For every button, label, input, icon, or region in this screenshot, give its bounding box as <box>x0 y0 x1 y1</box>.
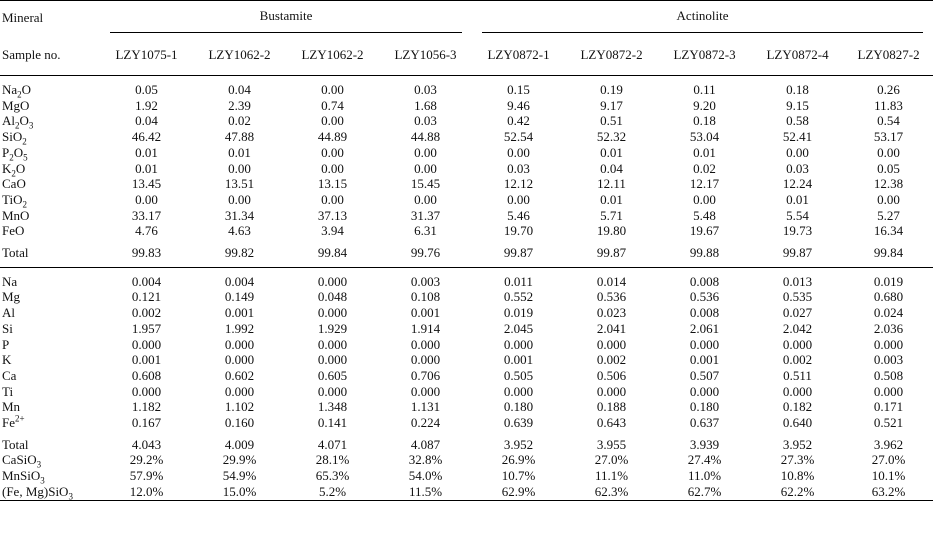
value-cell: 0.000 <box>317 305 348 321</box>
value-cell: 0.027 <box>782 305 813 321</box>
value-cell: 0.26 <box>877 82 900 97</box>
value-cell: 0.000 <box>131 336 162 352</box>
value-cell: 0.180 <box>689 399 720 415</box>
value-cell: 0.00 <box>321 191 344 207</box>
value-cell: 16.34 <box>873 223 904 239</box>
value-cell: 19.80 <box>596 223 627 239</box>
value-cell: 0.15 <box>507 82 530 97</box>
value-cell: 0.002 <box>782 352 813 368</box>
value-cell: 37.13 <box>317 207 348 223</box>
value-cell: 0.004 <box>224 273 255 289</box>
value-cell: 0.048 <box>317 289 348 305</box>
value-cell: 13.45 <box>131 176 162 192</box>
value-cell: 99.84 <box>873 245 904 261</box>
value-cell: 13.51 <box>224 176 255 192</box>
value-cell: 99.87 <box>503 245 534 261</box>
value-cell: 19.70 <box>503 223 534 239</box>
value-cell: 0.508 <box>873 367 904 383</box>
value-cell: 0.03 <box>414 82 437 97</box>
oxide-row <box>0 176 933 192</box>
value-cell: 0.01 <box>135 160 158 176</box>
row-label: $Na_2O$ <box>2 82 32 100</box>
value-cell: 0.00 <box>321 160 344 176</box>
sample-header-cell: LZY0827-2 <box>857 47 920 62</box>
value-cell: 0.000 <box>224 383 255 399</box>
value-cell: 0.000 <box>224 352 255 368</box>
group-actinolite-label: Actinolite <box>482 4 923 33</box>
value-cell: 0.680 <box>873 289 904 305</box>
oxide-row <box>0 223 933 239</box>
value-cell: 2.041 <box>596 320 627 336</box>
value-cell: 1.131 <box>410 399 441 415</box>
value-cell: 53.04 <box>689 129 720 145</box>
value-cell: 0.000 <box>689 383 720 399</box>
value-cell: 0.00 <box>693 191 716 207</box>
row-label: MnO <box>2 207 30 223</box>
endmember-row <box>0 452 933 468</box>
value-cell: 0.03 <box>414 113 437 129</box>
value-cell: 0.04 <box>135 113 158 129</box>
value-cell: 10.8% <box>780 468 815 484</box>
value-cell: 12.24 <box>782 176 813 192</box>
value-cell: 0.01 <box>693 144 716 160</box>
value-cell: 4.071 <box>317 436 348 452</box>
value-cell: 0.58 <box>786 113 809 129</box>
cation-row <box>0 399 933 415</box>
value-cell: 0.01 <box>600 144 623 160</box>
value-cell: 47.88 <box>224 129 255 145</box>
value-cell: 19.67 <box>689 223 720 239</box>
value-cell: 0.001 <box>503 352 534 368</box>
value-cell: 0.000 <box>131 383 162 399</box>
value-cell: 12.12 <box>503 176 534 192</box>
value-cell: 3.939 <box>689 436 720 452</box>
cation-row <box>0 305 933 321</box>
sample-header-cell: LZY0872-4 <box>766 47 829 62</box>
row-label: Mn <box>2 399 21 415</box>
value-cell: 27.3% <box>780 452 815 468</box>
value-cell: 0.00 <box>321 113 344 129</box>
value-cell: 0.521 <box>873 415 904 431</box>
row-label: Ti <box>2 383 14 399</box>
value-cell: 5.46 <box>507 207 530 223</box>
row-label: Ca <box>2 367 17 383</box>
value-cell: 0.536 <box>596 289 627 305</box>
value-cell: 63.2% <box>844 484 933 500</box>
group-bustamite-label: Bustamite <box>110 4 462 33</box>
value-cell: 0.605 <box>317 367 348 383</box>
value-cell: 0.54 <box>877 113 900 129</box>
value-cell: 0.706 <box>410 367 441 383</box>
value-cell: 32.8% <box>408 452 443 468</box>
value-cell: 29.9% <box>222 452 257 468</box>
row-label: $Al_2O_3$ <box>2 113 34 131</box>
value-cell: 11.1% <box>594 468 629 484</box>
value-cell: 0.01 <box>228 144 251 160</box>
value-cell: 0.003 <box>873 352 904 368</box>
cation-row <box>0 415 933 431</box>
value-cell: 2.036 <box>873 320 904 336</box>
value-cell: 0.000 <box>503 336 534 352</box>
value-cell: 0.004 <box>131 273 162 289</box>
value-cell: 1.92 <box>135 97 158 113</box>
value-cell: 0.002 <box>596 352 627 368</box>
value-cell: 54.9% <box>222 468 257 484</box>
value-cell: 0.000 <box>782 336 813 352</box>
oxide-row <box>0 113 933 129</box>
value-cell: 0.001 <box>410 305 441 321</box>
row-label: Total <box>2 436 29 452</box>
value-cell: 0.000 <box>503 383 534 399</box>
value-cell: 0.000 <box>317 273 348 289</box>
value-cell: 0.00 <box>228 160 251 176</box>
value-cell: 52.54 <box>503 129 534 145</box>
value-cell: 15.45 <box>410 176 441 192</box>
value-cell: 0.000 <box>873 383 904 399</box>
value-cell: 0.00 <box>877 191 900 207</box>
row-label: CaSiO$_3$ <box>2 452 42 471</box>
value-cell: 9.20 <box>693 97 716 113</box>
value-cell: 31.34 <box>224 207 255 223</box>
value-cell: 0.000 <box>410 336 441 352</box>
value-cell: 57.9% <box>129 468 164 484</box>
value-cell: 99.76 <box>410 245 441 261</box>
row-label: Total <box>2 245 29 261</box>
value-cell: 0.008 <box>689 305 720 321</box>
value-cell: 0.024 <box>873 305 904 321</box>
value-cell: 4.087 <box>410 436 441 452</box>
row-label: CaO <box>2 176 26 192</box>
value-cell: 99.84 <box>317 245 348 261</box>
value-cell: 99.88 <box>689 245 720 261</box>
value-cell: 52.41 <box>782 129 813 145</box>
cation-row <box>0 368 933 384</box>
value-cell: 27.0% <box>594 452 629 468</box>
row-label: SiO$_2$ <box>2 129 27 147</box>
value-cell: 0.019 <box>873 273 904 289</box>
value-cell: 54.0% <box>408 468 443 484</box>
row-label: Na <box>2 273 18 289</box>
value-cell: 0.643 <box>596 415 627 431</box>
value-cell: 0.001 <box>689 352 720 368</box>
value-cell: 9.17 <box>600 97 623 113</box>
sample-label: Sample no. <box>2 47 61 62</box>
table-body <box>0 76 933 501</box>
value-cell: 0.224 <box>410 415 441 431</box>
sample-header-cell: LZY1075-1 <box>115 47 178 62</box>
value-cell: 0.003 <box>410 273 441 289</box>
value-cell: 0.000 <box>410 383 441 399</box>
value-cell: 0.05 <box>135 82 158 97</box>
oxide-total-row <box>0 245 933 261</box>
value-cell: 31.37 <box>410 207 441 223</box>
value-cell: 0.014 <box>596 273 627 289</box>
value-cell: 0.171 <box>873 399 904 415</box>
value-cell: 5.27 <box>877 207 900 223</box>
oxide-row <box>0 161 933 177</box>
sample-header-cell: LZY0872-3 <box>673 47 736 62</box>
sample-header-cell: LZY0872-2 <box>580 47 643 62</box>
value-cell: 6.31 <box>414 223 437 239</box>
group-actinolite <box>472 1 933 36</box>
value-cell: 1.102 <box>224 399 255 415</box>
value-cell: 3.952 <box>503 436 534 452</box>
value-cell: 62.9% <box>472 484 565 500</box>
header-row-groups <box>0 1 933 36</box>
value-cell: 0.00 <box>414 191 437 207</box>
endmember-row <box>0 468 933 484</box>
value-cell: 0.19 <box>600 82 623 97</box>
value-cell: 0.608 <box>131 367 162 383</box>
value-cell: 0.05 <box>877 160 900 176</box>
value-cell: 9.15 <box>786 97 809 113</box>
value-cell: 0.511 <box>783 367 812 383</box>
value-cell: 5.2% <box>286 484 379 500</box>
value-cell: 1.992 <box>224 320 255 336</box>
value-cell: 0.639 <box>503 415 534 431</box>
value-cell: 62.2% <box>751 484 844 500</box>
group-bustamite <box>100 1 472 36</box>
value-cell: 0.160 <box>224 415 255 431</box>
value-cell: 1.68 <box>414 97 437 113</box>
value-cell: 12.17 <box>689 176 720 192</box>
row-label: MnSiO$_3$ <box>2 468 45 486</box>
value-cell: 0.000 <box>873 336 904 352</box>
value-cell: 0.001 <box>224 305 255 321</box>
value-cell: 3.962 <box>873 436 904 452</box>
value-cell: 0.01 <box>786 191 809 207</box>
value-cell: 1.348 <box>317 399 348 415</box>
cation-total-row <box>0 437 933 453</box>
row-label: $K_2O$ <box>2 160 26 179</box>
value-cell: 53.17 <box>873 129 904 145</box>
value-cell: 99.87 <box>782 245 813 261</box>
row-label: Mg <box>2 289 21 305</box>
value-cell: 99.87 <box>596 245 627 261</box>
row-label: K <box>2 352 12 368</box>
value-cell: 0.637 <box>689 415 720 431</box>
value-cell: 0.507 <box>689 367 720 383</box>
value-cell: 13.15 <box>317 176 348 192</box>
value-cell: 9.46 <box>507 97 530 113</box>
value-cell: 0.000 <box>317 336 348 352</box>
value-cell: 27.0% <box>871 452 906 468</box>
endmember-row <box>0 484 933 500</box>
header-row-samples <box>0 35 933 76</box>
value-cell: 0.000 <box>782 383 813 399</box>
value-cell: 19.73 <box>782 223 813 239</box>
value-cell: 10.7% <box>501 468 536 484</box>
value-cell: 0.00 <box>228 191 251 207</box>
row-label: FeO <box>2 223 25 239</box>
value-cell: 0.00 <box>786 144 809 160</box>
mineral-label: Mineral <box>0 1 100 36</box>
value-cell: 0.552 <box>503 289 534 305</box>
row-label: MgO <box>2 97 30 113</box>
cation-row <box>0 337 933 353</box>
oxide-row <box>0 208 933 224</box>
cation-row <box>0 384 933 400</box>
sample-header-cell: LZY0872-1 <box>487 47 550 62</box>
value-cell: 0.00 <box>321 82 344 97</box>
value-cell: 0.535 <box>782 289 813 305</box>
value-cell: 0.01 <box>600 191 623 207</box>
value-cell: 4.043 <box>131 436 162 452</box>
oxide-row <box>0 129 933 145</box>
value-cell: 0.011 <box>504 273 533 289</box>
value-cell: 11.5% <box>379 484 472 500</box>
value-cell: 0.505 <box>503 367 534 383</box>
value-cell: 0.00 <box>414 160 437 176</box>
value-cell: 0.18 <box>786 82 809 97</box>
value-cell: 0.149 <box>224 289 255 305</box>
value-cell: 12.11 <box>597 176 626 192</box>
oxide-row <box>0 98 933 114</box>
value-cell: 12.38 <box>873 176 904 192</box>
value-cell: 62.3% <box>565 484 658 500</box>
sample-header-cell: LZY1062-2 <box>208 47 271 62</box>
value-cell: 3.94 <box>321 223 344 239</box>
value-cell: 52.32 <box>596 129 627 145</box>
value-cell: 1.957 <box>131 320 162 336</box>
value-cell: 26.9% <box>501 452 536 468</box>
value-cell: 0.74 <box>321 97 344 113</box>
row-label: TiO$_2$ <box>2 191 27 210</box>
value-cell: 3.952 <box>782 436 813 452</box>
cation-row <box>0 289 933 305</box>
value-cell: 0.008 <box>689 273 720 289</box>
value-cell: 0.00 <box>135 191 158 207</box>
value-cell: 0.640 <box>782 415 813 431</box>
value-cell: 44.89 <box>317 129 348 145</box>
value-cell: 0.121 <box>131 289 162 305</box>
value-cell: 10.1% <box>871 468 906 484</box>
value-cell: 3.955 <box>596 436 627 452</box>
value-cell: 2.045 <box>503 320 534 336</box>
sample-header-cell: LZY1056-3 <box>394 47 457 62</box>
value-cell: 0.019 <box>503 305 534 321</box>
value-cell: 0.03 <box>507 160 530 176</box>
value-cell: 0.602 <box>224 367 255 383</box>
value-cell: 0.013 <box>782 273 813 289</box>
value-cell: 2.39 <box>228 97 251 113</box>
value-cell: 0.000 <box>410 352 441 368</box>
value-cell: 0.188 <box>596 399 627 415</box>
row-label: P <box>2 336 10 352</box>
value-cell: 0.04 <box>600 160 623 176</box>
sample-header-cell: LZY1062-2 <box>301 47 364 62</box>
value-cell: 1.914 <box>410 320 441 336</box>
value-cell: 0.00 <box>507 191 530 207</box>
value-cell: 0.02 <box>693 160 716 176</box>
value-cell: 0.001 <box>131 352 162 368</box>
value-cell: 0.000 <box>224 336 255 352</box>
value-cell: 0.51 <box>600 113 623 129</box>
value-cell: 46.42 <box>131 129 162 145</box>
value-cell: 0.11 <box>693 82 716 97</box>
value-cell: 1.929 <box>317 320 348 336</box>
cation-row <box>0 274 933 290</box>
value-cell: 4.63 <box>228 223 251 239</box>
value-cell: 27.4% <box>687 452 722 468</box>
value-cell: 33.17 <box>131 207 162 223</box>
value-cell: 0.00 <box>877 144 900 160</box>
row-label: $Fe^{2+}$ <box>2 413 25 431</box>
oxide-row <box>0 82 933 98</box>
value-cell: 0.180 <box>503 399 534 415</box>
value-cell: 0.00 <box>414 144 437 160</box>
value-cell: 0.04 <box>228 82 251 97</box>
value-cell: 99.83 <box>131 245 162 261</box>
value-cell: 0.42 <box>507 113 530 129</box>
value-cell: 0.000 <box>596 336 627 352</box>
value-cell: 99.82 <box>224 245 255 261</box>
value-cell: 0.000 <box>317 383 348 399</box>
value-cell: 0.01 <box>135 144 158 160</box>
value-cell: 0.18 <box>693 113 716 129</box>
oxide-row <box>0 192 933 208</box>
value-cell: 0.000 <box>596 383 627 399</box>
value-cell: 5.48 <box>693 207 716 223</box>
value-cell: 0.00 <box>321 144 344 160</box>
value-cell: 65.3% <box>315 468 350 484</box>
value-cell: 0.000 <box>317 352 348 368</box>
value-cell: 0.023 <box>596 305 627 321</box>
value-cell: 5.54 <box>786 207 809 223</box>
row-label: Si <box>2 320 13 336</box>
value-cell: 0.03 <box>786 160 809 176</box>
value-cell: 12.0% <box>100 484 193 500</box>
value-cell: 5.71 <box>600 207 623 223</box>
value-cell: 0.506 <box>596 367 627 383</box>
value-cell: 2.061 <box>689 320 720 336</box>
value-cell: 0.167 <box>131 415 162 431</box>
value-cell: 11.83 <box>874 97 903 113</box>
value-cell: 28.1% <box>315 452 350 468</box>
value-cell: 15.0% <box>193 484 286 500</box>
value-cell: 0.02 <box>228 113 251 129</box>
oxide-row <box>0 145 933 161</box>
value-cell: 44.88 <box>410 129 441 145</box>
value-cell: 0.000 <box>689 336 720 352</box>
value-cell: 0.536 <box>689 289 720 305</box>
value-cell: 4.76 <box>135 223 158 239</box>
value-cell: 2.042 <box>782 320 813 336</box>
value-cell: 0.141 <box>317 415 348 431</box>
value-cell: 4.009 <box>224 436 255 452</box>
row-label: Al <box>2 305 15 321</box>
value-cell: 1.182 <box>131 399 162 415</box>
value-cell: 0.182 <box>782 399 813 415</box>
cation-row <box>0 352 933 368</box>
row-label: (Fe, Mg)SiO$_3$ <box>0 484 100 500</box>
value-cell: 0.002 <box>131 305 162 321</box>
value-cell: 0.108 <box>410 289 441 305</box>
value-cell: 62.7% <box>658 484 751 500</box>
value-cell: 0.00 <box>507 144 530 160</box>
cation-row <box>0 321 933 337</box>
value-cell: 29.2% <box>129 452 164 468</box>
row-label: $P_2O_5$ <box>2 144 28 163</box>
value-cell: 11.0% <box>687 468 722 484</box>
